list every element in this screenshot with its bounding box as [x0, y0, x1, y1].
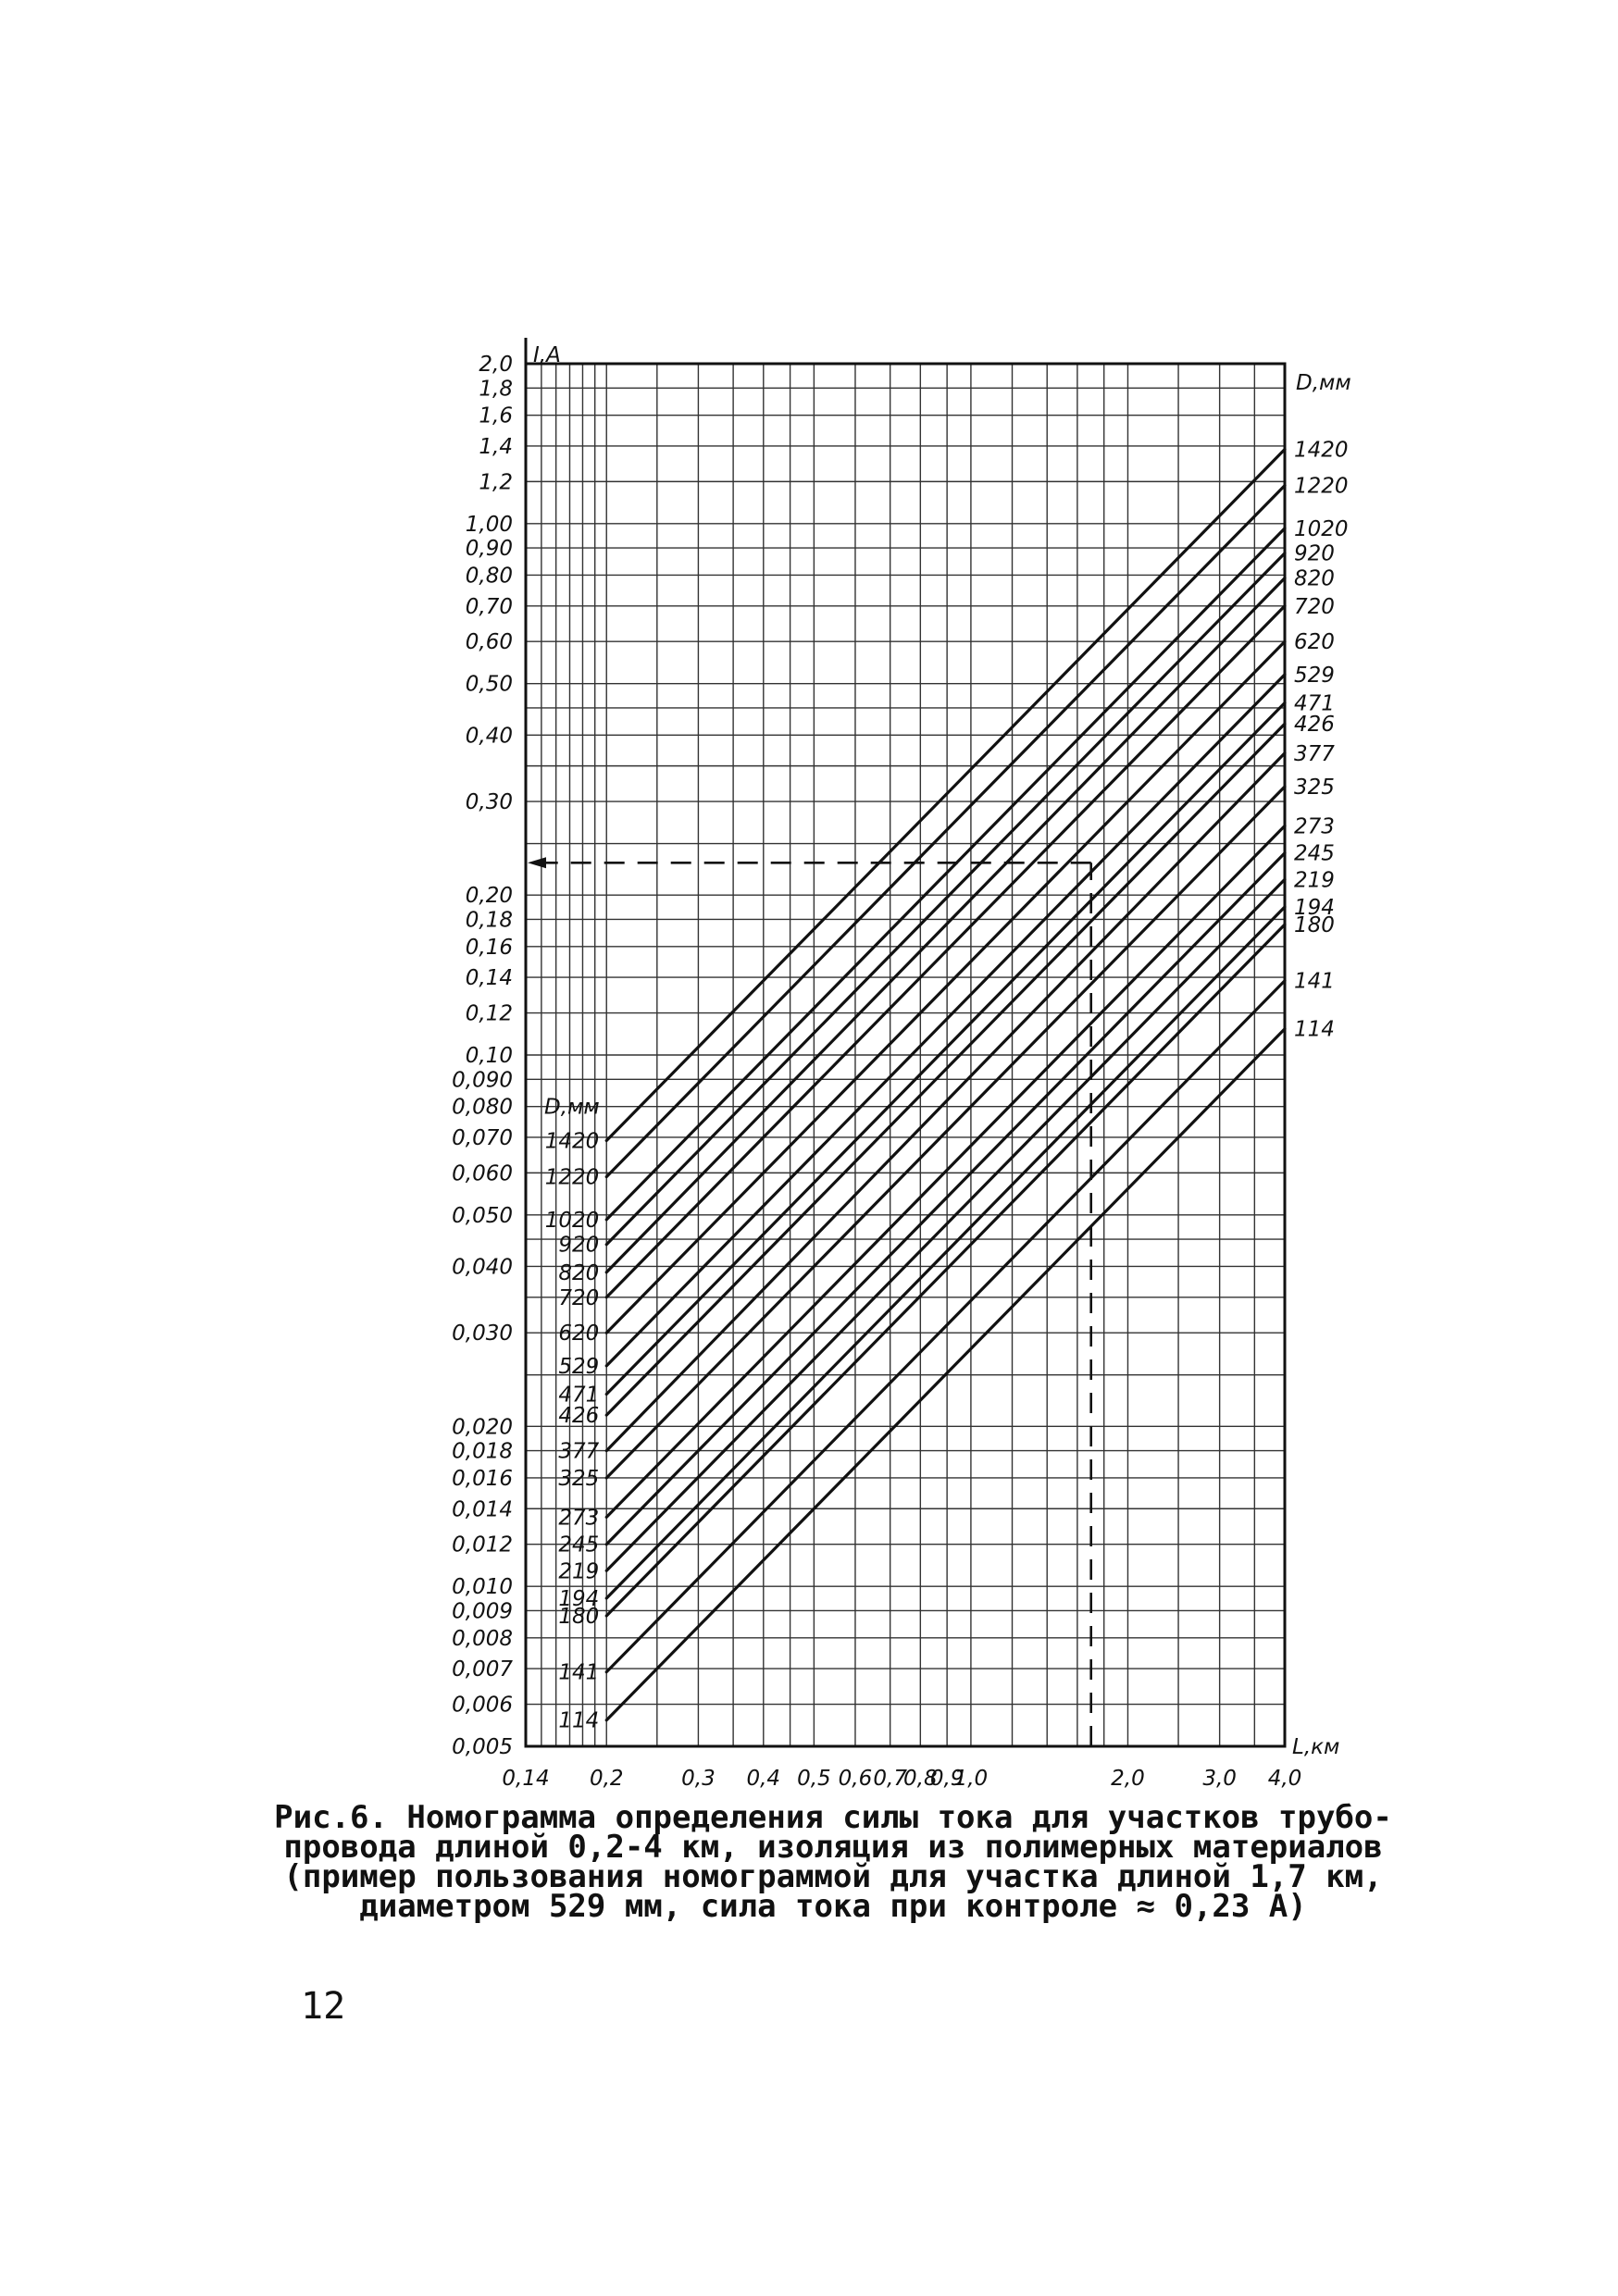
page-number: 12 — [301, 1985, 346, 2028]
y-tick-label: 0,80 — [465, 564, 513, 589]
y-tick-label: 0,006 — [452, 1693, 513, 1718]
series-label-right: 820 — [1294, 566, 1335, 591]
series-label-left: 325 — [558, 1466, 600, 1491]
x-tick-label: 0,2 — [589, 1767, 624, 1791]
series-label-right: 114 — [1294, 1017, 1335, 1042]
y-tick-label: 0,016 — [452, 1466, 513, 1491]
series-label-left: 920 — [558, 1233, 600, 1258]
x-tick-label: 0,7 — [873, 1767, 907, 1791]
series-label-left: 219 — [558, 1559, 600, 1584]
left-column-header: D,мм — [544, 1095, 600, 1120]
series-line — [606, 641, 1285, 1333]
series-line — [606, 450, 1285, 1141]
y-tick-label: 1,8 — [479, 377, 513, 402]
y-tick-label: 0,16 — [465, 935, 513, 960]
series-line — [606, 724, 1285, 1415]
x-tick-label: 0,6 — [838, 1767, 873, 1791]
series-label-right: 471 — [1294, 691, 1335, 716]
x-tick-label: 0,9 — [929, 1767, 965, 1791]
series-line — [606, 925, 1285, 1616]
series-label-left: 529 — [558, 1354, 600, 1379]
series-label-left: 1420 — [544, 1129, 600, 1154]
series-line — [606, 606, 1285, 1297]
series-line — [606, 753, 1285, 1451]
x-axis-label: L,км — [1292, 1735, 1340, 1759]
series-label-left: 194 — [558, 1586, 600, 1611]
series-line — [606, 578, 1285, 1272]
y-tick-label: 0,090 — [452, 1068, 513, 1093]
y-tick-label: 0,20 — [465, 884, 513, 909]
series-line — [606, 907, 1285, 1598]
y-tick-label: 2,0 — [479, 353, 513, 377]
series-label-right: 1020 — [1294, 516, 1349, 541]
series-line — [606, 702, 1285, 1394]
caption-line: (пример пользования номограммой для участка длиной 1,7 км, — [283, 1858, 1383, 1895]
series-label-left: 1020 — [544, 1208, 600, 1233]
series-label-left: 180 — [558, 1605, 600, 1630]
y-tick-label: 0,060 — [452, 1161, 513, 1186]
y-tick-label: 0,040 — [452, 1255, 513, 1280]
series-line — [606, 553, 1285, 1245]
y-tick-label: 0,080 — [452, 1095, 513, 1120]
y-tick-label: 0,14 — [465, 966, 513, 991]
series-label-left: 620 — [558, 1322, 600, 1347]
series-label-left: 141 — [558, 1660, 600, 1685]
y-tick-label: 0,50 — [465, 672, 513, 697]
y-tick-label: 0,90 — [465, 537, 513, 562]
y-tick-label: 0,030 — [452, 1322, 513, 1347]
series-label-left: 245 — [558, 1533, 600, 1558]
series-line — [606, 486, 1285, 1177]
series-label-right: 180 — [1294, 913, 1335, 938]
series-line — [606, 879, 1285, 1570]
y-tick-label: 0,020 — [452, 1415, 513, 1440]
series-label-right: 219 — [1294, 868, 1335, 893]
series-label-right: 426 — [1294, 713, 1335, 738]
series-label-left: 273 — [558, 1506, 600, 1531]
y-tick-label: 1,6 — [479, 403, 513, 428]
x-tick-label: 4,0 — [1267, 1767, 1302, 1791]
y-tick-label: 0,10 — [465, 1044, 513, 1068]
caption-line: диаметром 529 мм, сила тока при контроле ≈ 0,23 А) — [359, 1888, 1307, 1925]
series-label-right: 245 — [1294, 841, 1335, 866]
y-tick-label: 0,30 — [465, 790, 513, 815]
right-column-header: D,мм — [1296, 371, 1351, 395]
y-tick-label: 0,005 — [452, 1735, 513, 1759]
y-tick-label: 0,014 — [452, 1497, 513, 1522]
y-tick-label: 0,70 — [465, 594, 513, 619]
x-tick-label: 1,0 — [953, 1767, 989, 1791]
series-label-left: 720 — [558, 1285, 600, 1310]
series-label-left: 1220 — [544, 1165, 600, 1190]
series-label-right: 620 — [1294, 630, 1335, 655]
series-label-right: 141 — [1294, 969, 1335, 994]
y-tick-label: 0,010 — [452, 1575, 513, 1600]
series-label-right: 194 — [1294, 895, 1335, 920]
y-tick-label: 1,4 — [479, 434, 513, 459]
series-label-right: 325 — [1294, 775, 1335, 800]
series-label-right: 1420 — [1294, 438, 1349, 463]
series-line — [606, 675, 1285, 1366]
series-lines — [606, 450, 1285, 1720]
caption-line: Рис.6. Номограмма определения силы тока для участков трубо- — [274, 1799, 1392, 1836]
x-tick-label: 0,3 — [681, 1767, 716, 1791]
series-line — [606, 981, 1285, 1672]
y-tick-label: 0,070 — [452, 1125, 513, 1150]
y-tick-label: 0,012 — [452, 1533, 513, 1558]
series-label-right: 273 — [1294, 814, 1335, 839]
y-tick-label: 0,018 — [452, 1439, 513, 1464]
x-tick-label: 2,0 — [1111, 1767, 1145, 1791]
series-label-right: 920 — [1294, 541, 1335, 566]
series-label-left: 820 — [558, 1260, 600, 1285]
series-label-left: 426 — [558, 1404, 600, 1429]
figure-caption — [231, 1799, 1435, 1925]
y-tick-label: 0,050 — [452, 1203, 513, 1228]
y-tick-label: 1,2 — [479, 470, 513, 495]
y-tick-label: 1,00 — [465, 512, 513, 537]
example-arrow-head — [528, 857, 546, 868]
x-tick-label: 0,8 — [903, 1767, 938, 1791]
y-tick-label: 0,18 — [465, 908, 513, 933]
y-tick-label: 0,60 — [465, 630, 513, 655]
series-label-right: 720 — [1294, 594, 1335, 619]
series-label-right: 529 — [1294, 663, 1335, 688]
series-label-left: 471 — [558, 1383, 600, 1408]
x-tick-label: 0,4 — [746, 1767, 781, 1791]
y-axis-label: I,А — [533, 343, 561, 367]
x-tick-label: 0,14 — [502, 1767, 550, 1791]
example-path — [528, 857, 1091, 1746]
series-label-left: 114 — [558, 1708, 600, 1733]
caption-line: провода длиной 0,2-4 км, изоляция из полимерных материалов — [283, 1829, 1383, 1866]
series-label-left: 377 — [558, 1439, 600, 1464]
x-tick-label: 3,0 — [1202, 1767, 1237, 1791]
y-tick-label: 0,009 — [452, 1599, 513, 1624]
y-tick-label: 0,12 — [465, 1001, 513, 1026]
series-line — [606, 853, 1285, 1545]
series-line — [606, 528, 1285, 1220]
series-label-right: 377 — [1294, 741, 1335, 766]
series-label-right: 1220 — [1294, 474, 1349, 499]
y-tick-label: 0,40 — [465, 724, 513, 749]
x-tick-label: 0,5 — [797, 1767, 831, 1791]
series-line — [606, 825, 1285, 1517]
y-tick-label: 0,008 — [452, 1626, 513, 1651]
y-tick-label: 0,007 — [452, 1657, 513, 1682]
